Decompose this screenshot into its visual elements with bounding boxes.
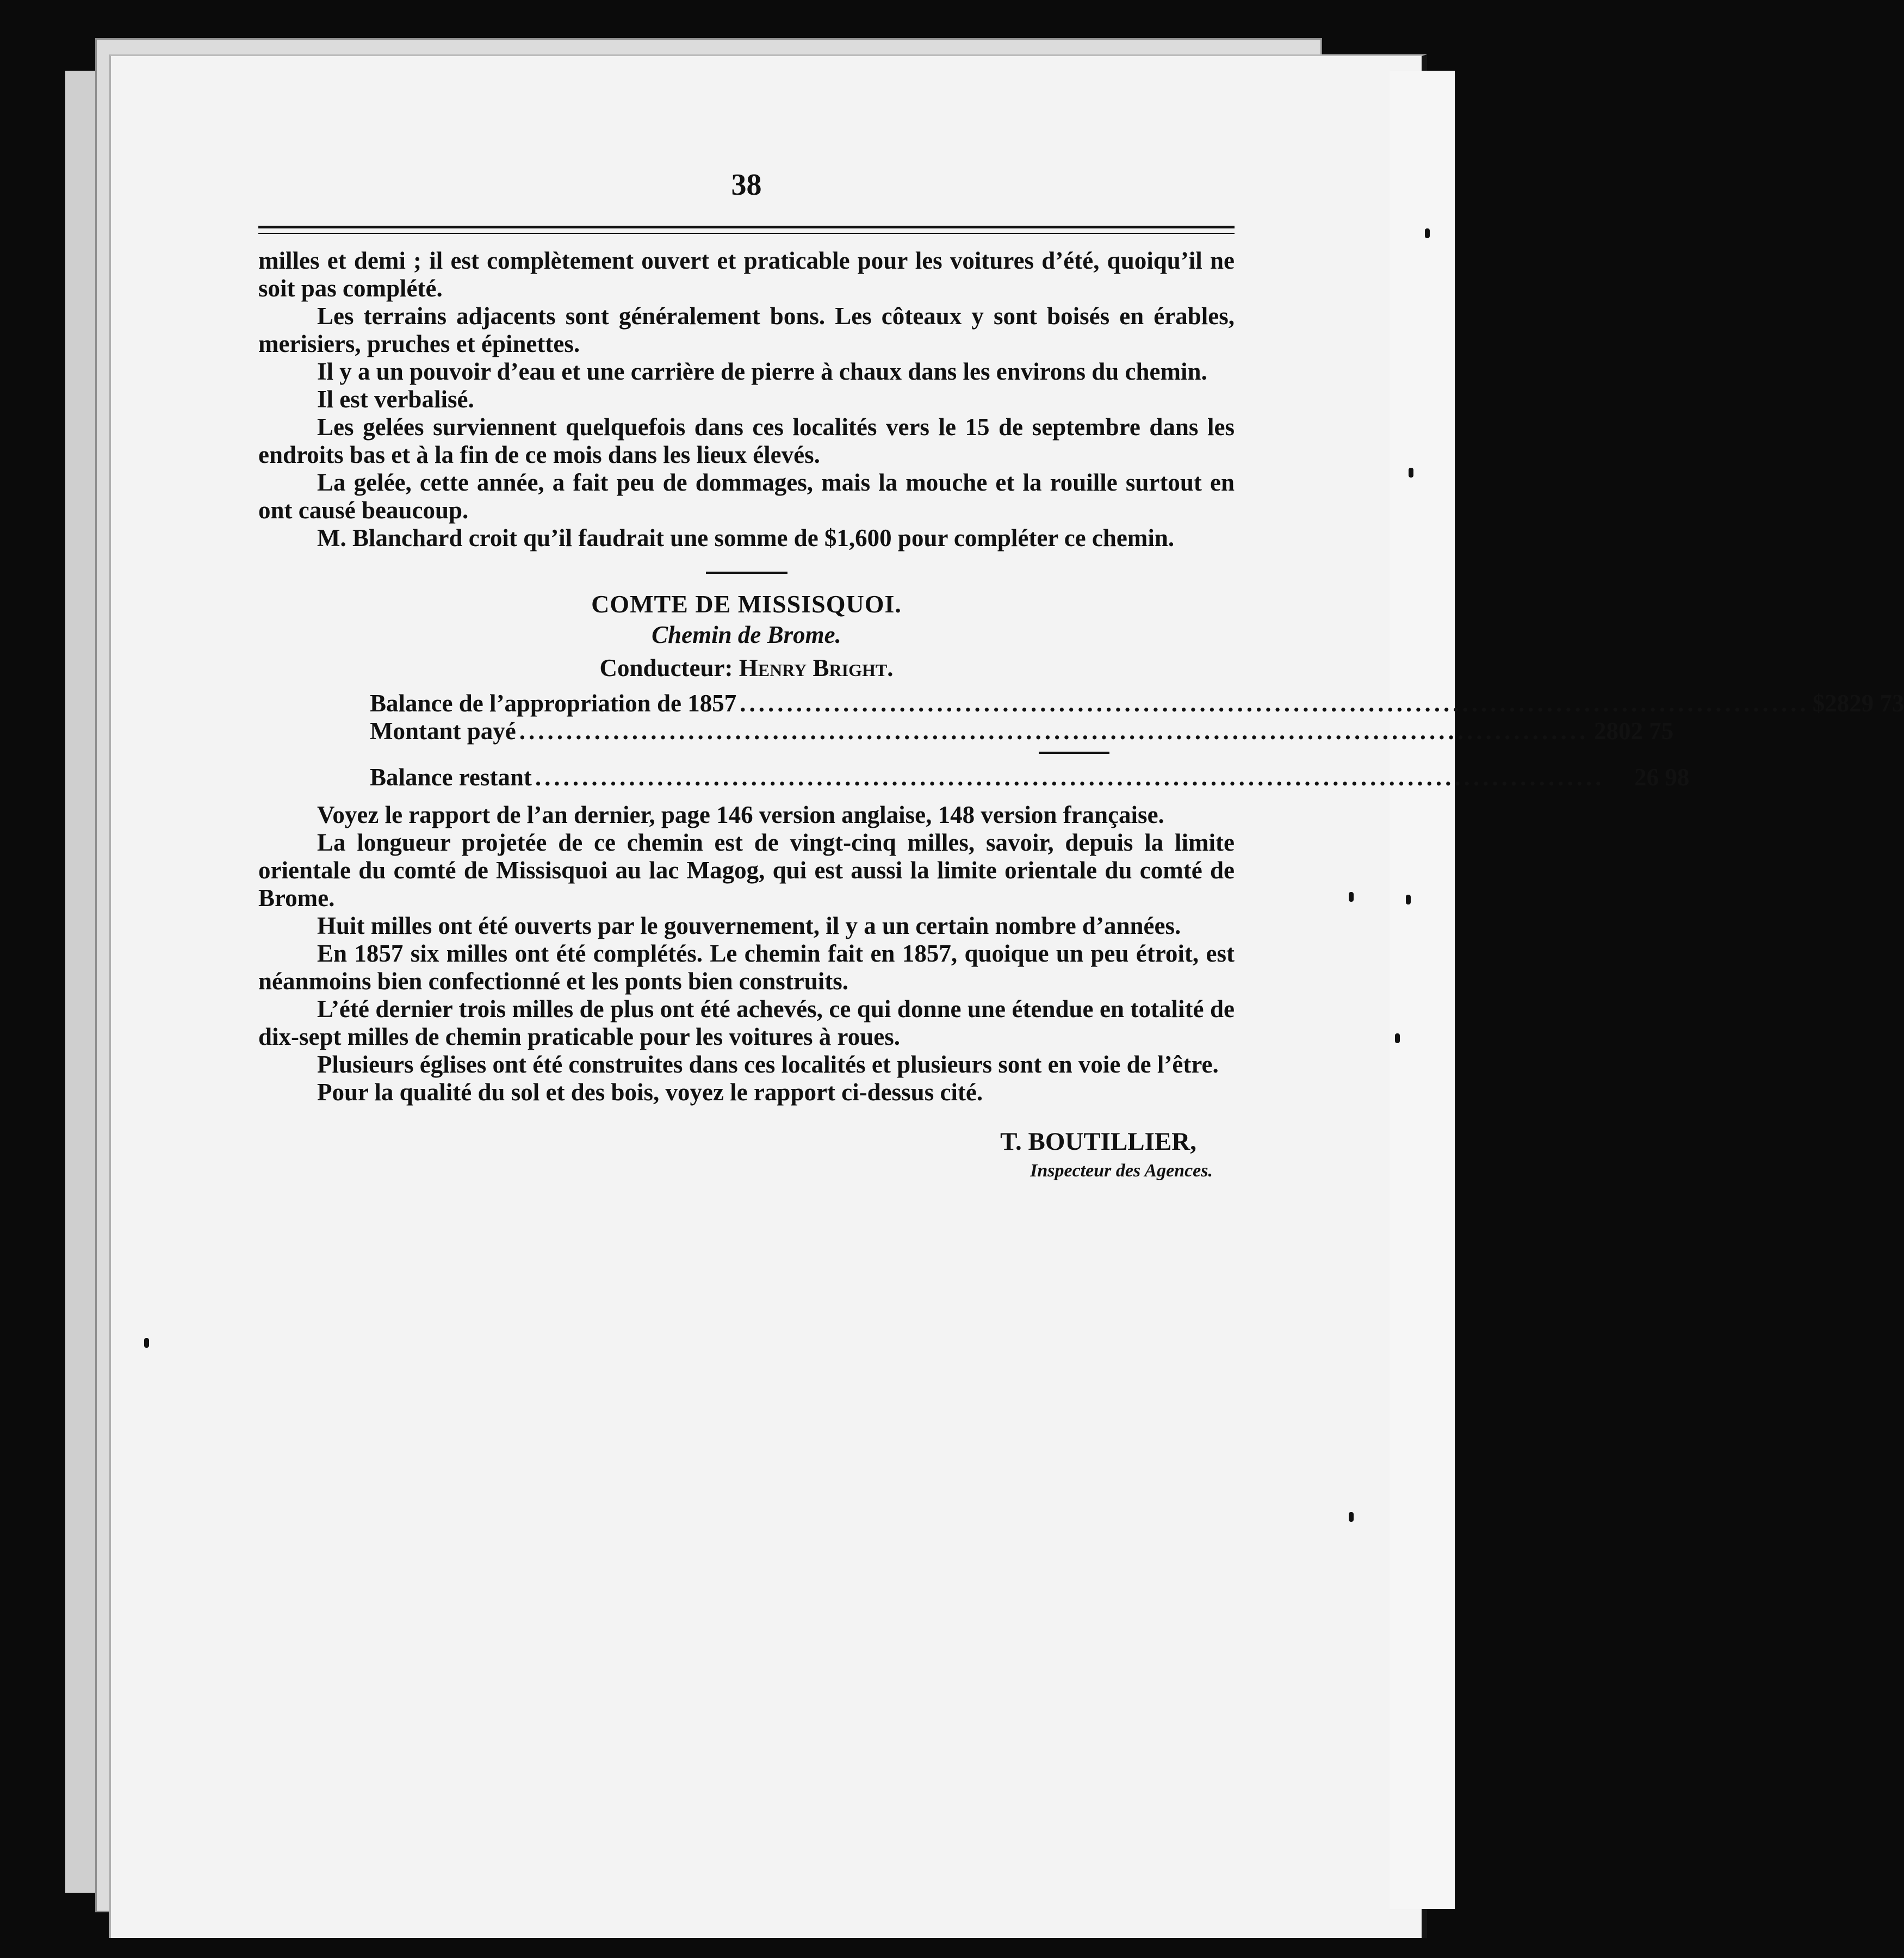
account-label: Balance de l’appropriation de 1857 (370, 690, 737, 717)
facing-page-strip (1390, 71, 1455, 1909)
account-table (370, 690, 1904, 791)
conductor-line (258, 654, 1235, 682)
leader-dots: .................................................................................................................. (519, 717, 1589, 745)
body-paragraphs (258, 801, 1235, 1106)
paragraph: Les terrains adjacents sont généralement bons. Les côteaux y sont boisés en érables, merisiers, pruches et épinettes. (258, 302, 1235, 357)
account-label: Balance restant (370, 764, 532, 791)
account-label: Montant payé (370, 717, 516, 745)
paragraph: M. Blanchard croit qu’il faudrait une somme de $1,600 pour compléter ce chemin. (317, 524, 1175, 552)
paragraph: En 1857 six milles ont été complétés. Le chemin fait en 1857, quoique un peu étroit, est néanmoins bien confectionné et les ponts bien construits. (258, 940, 1235, 995)
account-row (370, 764, 1690, 791)
signature-title: Inspecteur des Agences. (1030, 1161, 1213, 1181)
ink-mark (1409, 468, 1413, 478)
intro-paragraphs (258, 247, 1235, 552)
paragraph: Plusieurs églises ont été construites dans ces localités et plusieurs sont en voie de l’être. (317, 1051, 1219, 1078)
paragraph: Les gelées surviennent quelquefois dans ces localités vers le 15 de septembre dans les endroits bas et à la fin de ce mois dans les lieux élevés. (258, 413, 1235, 468)
sum-rule (1039, 752, 1109, 754)
paragraph: Il y a un pouvoir d’eau et une carrière de pierre à chaux dans les environs du chemin. (317, 358, 1207, 385)
ink-mark (1406, 895, 1411, 904)
paragraph: L’été dernier trois milles de plus ont été achevés, ce qui donne une étendue en totalité de dix-sept milles de chemin praticable pour les voitures à roues. (258, 995, 1235, 1050)
account-amount: $2829 73 (1812, 690, 1904, 717)
paragraph: milles et demi ; il est complètement ouvert et praticable pour les voitures d’été, quoiqu’il ne soit pas complété. (258, 247, 1235, 302)
paragraph: Voyez le rapport de l’an dernier, page 146 version anglaise, 148 version française. (317, 801, 1164, 828)
paragraph: La gelée, cette année, a fait peu de dommages, mais la mouche et la rouille surtout en ont causé beaucoup. (258, 469, 1235, 524)
account-amount: 2802 75 (1594, 717, 1674, 745)
conductor-name: Henry Bright. (739, 654, 894, 681)
page-edge-left (65, 71, 100, 1893)
header-rule (258, 226, 1235, 228)
leader-dots: .................................................................................................................. (535, 764, 1605, 791)
header-rule-thin (258, 233, 1235, 234)
paragraph: Il est verbalisé. (317, 386, 474, 413)
ink-mark (1349, 892, 1354, 902)
account-row (370, 717, 1674, 745)
ink-mark (144, 1338, 149, 1348)
page-number: 38 (731, 168, 762, 202)
signature-name: T. BOUTILLIER, (1000, 1127, 1196, 1156)
leader-dots: .................................................................................................................. (740, 690, 1809, 717)
page-content (258, 163, 1904, 1185)
section-heading: COMTE DE MISSISQUOI. (591, 590, 902, 618)
paragraph: Huit milles ont été ouverts par le gouvernement, il y a un certain nombre d’années. (317, 912, 1181, 939)
account-amount: 26 98 (1634, 764, 1690, 791)
account-row (370, 690, 1904, 717)
ink-mark (1425, 228, 1430, 238)
conductor-label: Conducteur: (599, 654, 733, 681)
paragraph: Pour la qualité du sol et des bois, voyez le rapport ci-dessus cité. (317, 1079, 983, 1106)
ink-mark (1395, 1033, 1400, 1043)
section-subheading: Chemin de Brome. (652, 621, 841, 648)
ink-mark (1349, 1512, 1354, 1522)
paragraph: La longueur projetée de ce chemin est de vingt-cinq milles, savoir, depuis la limite orientale du comté de Missisquoi au lac Magog, qui est aussi la limite orientale du comté de Brome. (258, 829, 1235, 912)
section-divider (706, 572, 787, 574)
